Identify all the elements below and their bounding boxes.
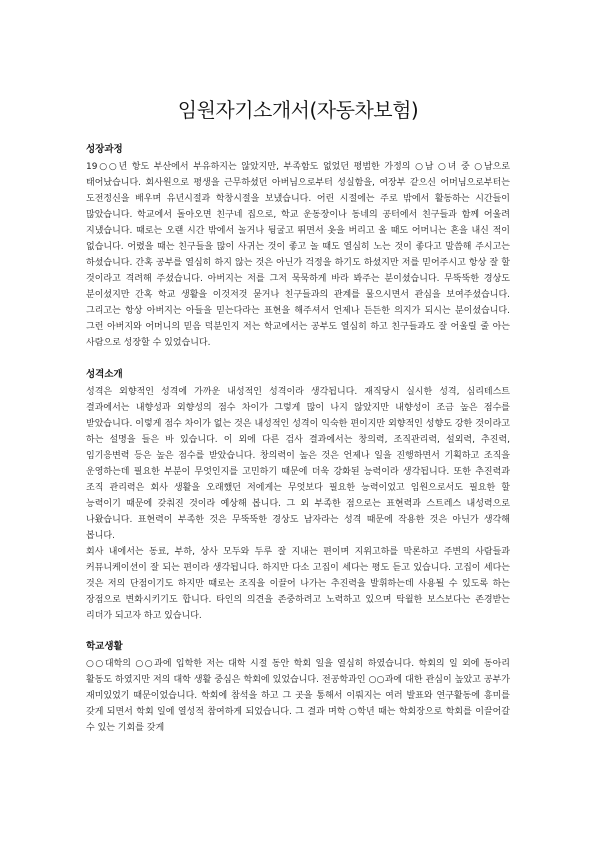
section-growth bbox=[86, 144, 510, 351]
section-paragraph: 19○○년 항도 부산에서 부유하지는 않았지만, 부족함도 없었던 평범한 가정의 ○남 ○녀 중 ○남으로 태어났습니다. 회사원으로 평생을 근무하셨던 아버님으로부터 성실함을, 여장부 같으신 어머님으로부터는 도전정신을 배우며 유년시절과 학창시절을 보냈습니다. 어린 시절에는 주로 밖에서 활동하는 시간들이 많았습니다. 학교에서 돌아오면 친구네 집으로, 학교 운동장이나 동네의 공터에서 친구들과 함께 어울려 지냈습니다. 때로는 오랜 시간 밖에서 놀거나 뒹굴고 뛰면서 옷을 버리고 올 때도 어머니는 혼을 내신 적이 없습니다. 어렸을 때는 친구들을 많이 사귀는 것이 좋고 놀 때도 열심히 노는 것이 좋다고 말씀해 주시고는 하셨습니다. 간혹 공부를 열심히 하지 않는 것은 아닌가 걱정을 하기도 하셨지만 저를 믿어주시고 항상 잘 할 것이라고 격려해 주셨습니다. 아버지는 저를 그저 묵묵하게 바라 봐주는 분이셨습니다. 무뚝뚝한 경상도 분이셨지만 간혹 학교 생활을 이것저것 묻거나 친구들과의 관계를 물으시면서 관심을 보여주셨습니다. 그리고는 항상 아버지는 아들을 믿는다라는 표현을 해주셔서 언제나 든든한 의지가 되시는 분이셨습니다. 그런 아버지와 어머니의 믿음 덕분인지 저는 학교에서는 공부도 열심히 하고 친구들과도 잘 어울릴 줄 아는 사람으로 성장할 수 있었습니다. bbox=[86, 162, 510, 348]
section-school-life bbox=[86, 641, 510, 736]
section-heading-growth: 성장과정 bbox=[86, 144, 123, 155]
section-heading-school-life: 학교생활 bbox=[86, 641, 123, 652]
section-heading-personality: 성격소개 bbox=[86, 369, 123, 380]
document-title: 임원자기소개서(자동차보험) bbox=[177, 98, 419, 122]
section-paragraph: 성격은 외향적인 성격에 가까운 내성적인 성격이라 생각됩니다. 재직당시 실시한 성격, 심리테스트 결과에서는 내향성과 외향성의 점수 차이가 그렇게 많이 나지 않았지만 내향성이 조금 높은 점수를 받았습니다. 이렇게 점수 차이가 없는 것은 내성적인 성격이 익숙한 편이지만 외향적인 성향도 강한 것이라고 하는 설명을 들은 바 있습니다. 이 외에 다른 검사 결과에서는 창의력, 조직관리력, 설외력, 추진력, 임기응변력 등은 높은 점수를 받았습니다. 창의력이 높은 것은 언제나 일을 진행하면서 기획하고 조직을 운영하는데 필요한 부분이 무엇인지를 고민하기 때문에 더욱 강화된 능력이라 생각됩니다. 또한 추진력과 조직 관리력은 회사 생활을 오래했던 저에게는 무엇보다 필요한 능력이었고 임원으로서도 필요한 할 능력이기 때문에 갖춰진 것이라 예상해 봅니다. 그 외 부족한 점으로는 표현력과 스트레스 내성력으로 나왔습니다. 표현력이 부족한 것은 무뚝뚝한 경상도 남자라는 성격 때문에 작용한 것은 아닌가 생각해 봅니다. bbox=[86, 387, 510, 541]
section-paragraph: 회사 내에서는 동료, 부하, 상사 모두와 두루 잘 지내는 편이며 지위고하를 막론하고 주변의 사람들과 커뮤니케이션이 잘 되는 편이라 생각됩니다. 하지만 다소 고집이 세다는 평도 듣고 있습니다. 고집이 세다는 것은 저의 단점이기도 하지만 때로는 조직을 이끌어 나가는 추진력을 발휘하는데 사용될 수 있도록 하는 장점으로 변화시키기도 합니다. 타인의 의견을 존중하려고 노력하고 있으며 탁월한 보스보다는 존경받는 리더가 되고자 하고 있습니다. bbox=[86, 547, 510, 621]
section-paragraph: ○○대학의 ○○과에 입학한 저는 대학 시절 동안 학회 일을 열심히 하였습니다. 학회의 일 외에 동아리 활동도 하였지만 저의 대학 생활 중심은 학회에 있었습니다. 전공학과인 ○○과에 대한 관심이 높았고 공부가 재미있었기 때문이었습니다. 학회에 참석을 하고 그 곳을 통해서 이뤄지는 여러 발표와 연구활동에 흥미를 갖게 되면서 학회 일에 열성적 참여하게 되었습니다. 그 결과 며학 ○학년 때는 학회장으로 학회를 이끌어갈 수 있는 기회를 갖게 bbox=[86, 659, 510, 733]
section-personality bbox=[86, 369, 510, 624]
